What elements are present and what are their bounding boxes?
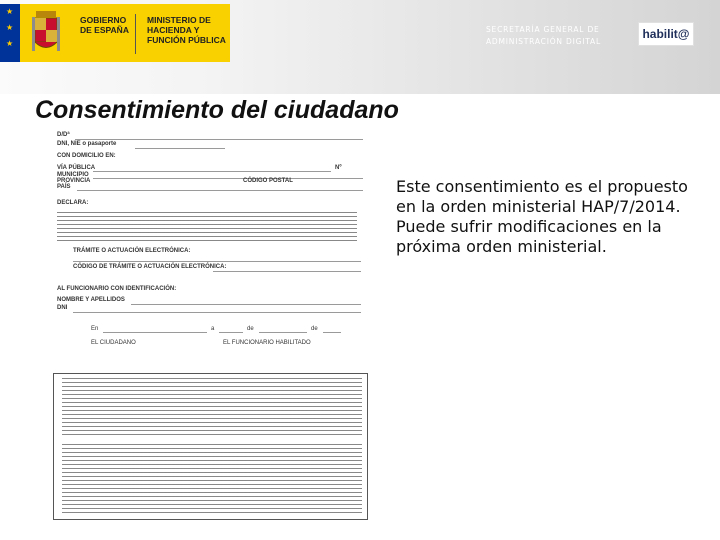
form-num: Nº — [335, 165, 342, 171]
ministry-line: MINISTERIO DE HACIENDA Y FUNCIÓN PÚBLICA — [147, 15, 226, 45]
form-via: VÍA PÚBLICA — [57, 165, 96, 171]
flag-strip — [0, 4, 20, 62]
form-dona: D/Dª — [57, 132, 70, 138]
page-title: Consentimiento del ciudadano — [35, 96, 399, 124]
legal-notice-box — [53, 373, 368, 520]
form-ciudadano: EL CIUDADANO — [91, 340, 136, 346]
legal-paragraph — [62, 378, 362, 438]
logo-divider — [135, 14, 136, 54]
form-line — [323, 332, 341, 333]
habilita-logo-text: habilit@ — [642, 27, 690, 41]
consent-form-image — [53, 130, 368, 522]
form-line — [259, 332, 307, 333]
form-line — [93, 171, 331, 172]
form-cp: CÓDIGO POSTAL — [243, 178, 293, 184]
form-line — [135, 148, 225, 149]
form-a: a — [211, 326, 215, 332]
form-line — [103, 332, 207, 333]
form-line — [93, 178, 363, 179]
form-declara-text — [57, 212, 357, 242]
secretaria-label: SECRETARÍA GENERAL DE ADMINISTRACIÓN DIGITAL — [486, 25, 601, 46]
gov-line: GOBIERNO DE ESPAÑA — [80, 15, 129, 35]
form-tramite: TRÁMITE O ACTUACIÓN ELECTRÓNICA: — [73, 248, 191, 254]
government-logo — [20, 4, 230, 62]
form-line — [131, 304, 361, 305]
form-dni2: DNI — [57, 305, 68, 311]
form-codigo: CÓDIGO DE TRÁMITE O ACTUACIÓN ELECTRÓNICA: — [73, 264, 227, 270]
form-de-2: de — [311, 326, 318, 332]
coat-of-arms-icon — [32, 9, 60, 57]
form-line — [73, 261, 361, 262]
form-line — [219, 332, 243, 333]
habilita-logo — [638, 22, 694, 46]
form-funcionario: EL FUNCIONARIO HABILITADO — [223, 340, 311, 346]
form-municipio: MUNICIPIO — [57, 172, 89, 178]
eu-flag-icon: ★ ★ ★ — [0, 4, 20, 62]
form-declara: DECLARA: — [57, 200, 89, 206]
form-al-funcionario: AL FUNCIONARIO CON IDENTIFICACIÓN: — [57, 286, 177, 292]
header-banner — [0, 0, 720, 94]
form-pais: PAÍS — [57, 184, 71, 190]
form-provincia: PROVINCIA — [57, 178, 91, 184]
form-line — [75, 139, 363, 140]
form-domicilio: CON DOMICILIO EN: — [57, 153, 116, 159]
form-line — [77, 190, 363, 191]
form-line — [73, 312, 361, 313]
form-line — [213, 271, 361, 272]
form-de: de — [247, 326, 254, 332]
form-dni: DNI, NIE o pasaporte — [57, 141, 117, 147]
form-nombre: NOMBRE Y APELLIDOS — [57, 297, 125, 303]
form-en: En — [91, 326, 99, 332]
consent-note: Este consentimiento es el propuesto en la orden ministerial HAP/7/2014. Puede sufrir modificaciones en la próxima orden ministerial. — [396, 177, 688, 256]
legal-paragraph — [62, 444, 362, 516]
